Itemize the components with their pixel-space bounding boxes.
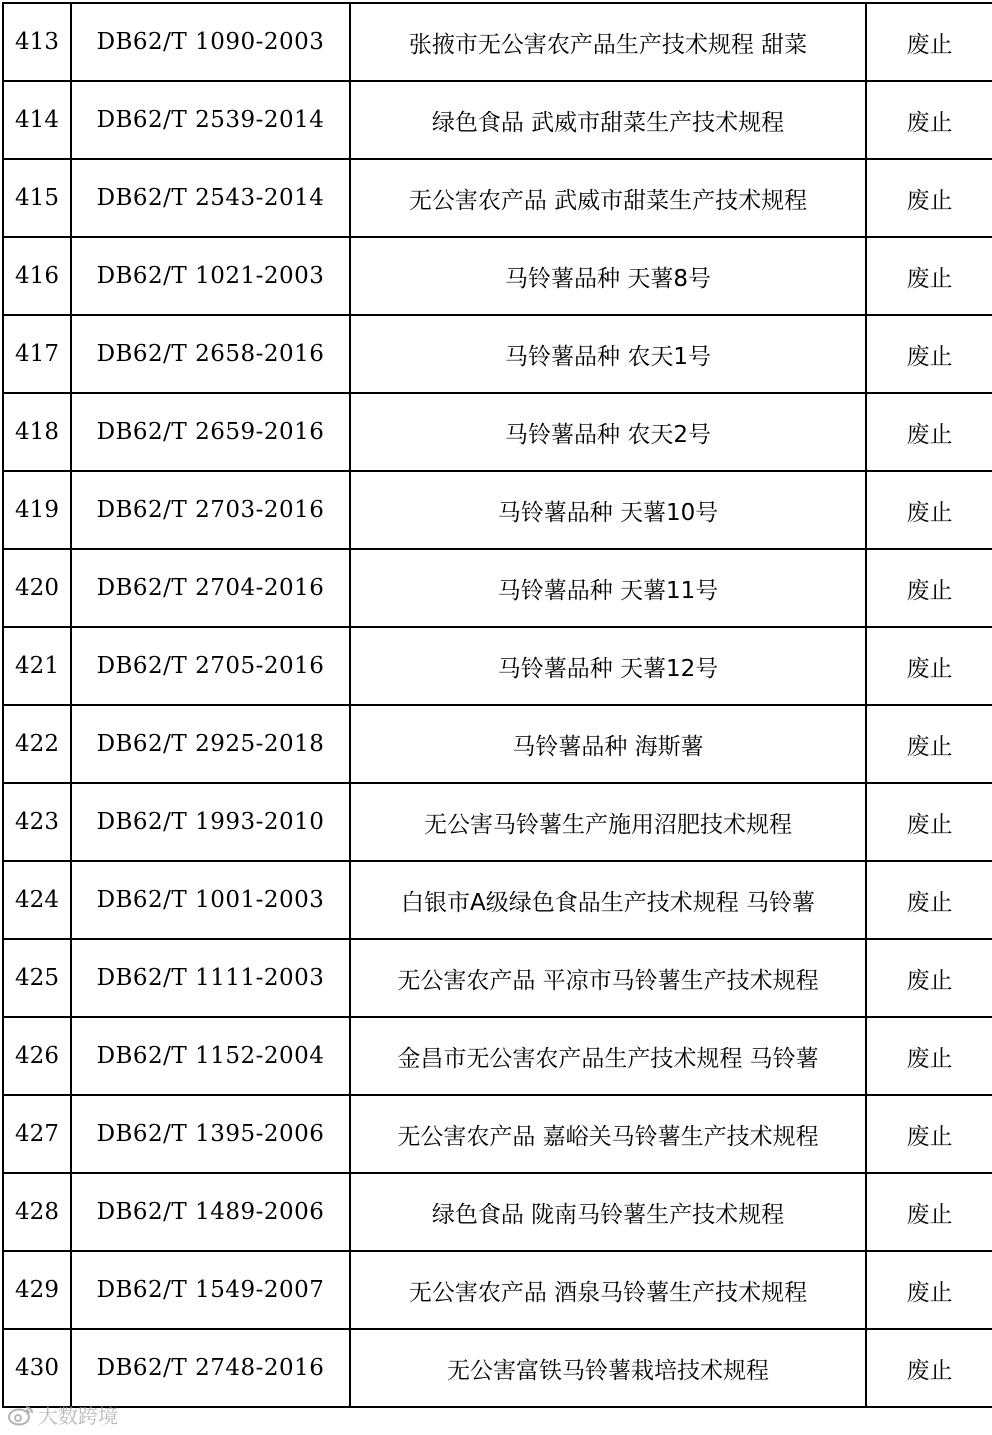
standard-code: DB62/T 1993-2010 [71, 783, 350, 861]
status-cell: 废止 [866, 471, 992, 549]
standard-title: 马铃薯品种 农天1号 [350, 315, 866, 393]
table-row [3, 1173, 992, 1251]
row-number: 421 [3, 627, 71, 705]
standard-code: DB62/T 2703-2016 [71, 471, 350, 549]
status-cell: 废止 [866, 1329, 992, 1407]
table-row [3, 471, 992, 549]
standard-title: 无公害马铃薯生产施用沼肥技术规程 [350, 783, 866, 861]
status-cell: 废止 [866, 861, 992, 939]
row-number: 413 [3, 3, 71, 81]
standard-title: 无公害农产品 武威市甜菜生产技术规程 [350, 159, 866, 237]
standard-title: 绿色食品 陇南马铃薯生产技术规程 [350, 1173, 866, 1251]
table-row [3, 861, 992, 939]
standard-code: DB62/T 1021-2003 [71, 237, 350, 315]
table-row [3, 81, 992, 159]
table-row [3, 159, 992, 237]
table-row [3, 939, 992, 1017]
row-number: 416 [3, 237, 71, 315]
row-number: 423 [3, 783, 71, 861]
standards-table [2, 2, 992, 1408]
watermark [8, 1400, 118, 1429]
standard-title: 马铃薯品种 天薯11号 [350, 549, 866, 627]
status-cell: 废止 [866, 939, 992, 1017]
status-cell: 废止 [866, 1095, 992, 1173]
watermark-text: 大数跨境 [38, 1404, 118, 1428]
standard-code: DB62/T 1489-2006 [71, 1173, 350, 1251]
standard-code: DB62/T 2539-2014 [71, 81, 350, 159]
standard-code: DB62/T 1152-2004 [71, 1017, 350, 1095]
row-number: 425 [3, 939, 71, 1017]
status-cell: 废止 [866, 237, 992, 315]
status-cell: 废止 [866, 3, 992, 81]
standard-title: 无公害农产品 酒泉马铃薯生产技术规程 [350, 1251, 866, 1329]
row-number: 422 [3, 705, 71, 783]
row-number: 424 [3, 861, 71, 939]
table-row [3, 783, 992, 861]
standard-code: DB62/T 1090-2003 [71, 3, 350, 81]
row-number: 415 [3, 159, 71, 237]
table-row [3, 393, 992, 471]
status-cell: 废止 [866, 81, 992, 159]
standard-code: DB62/T 2658-2016 [71, 315, 350, 393]
table-row [3, 549, 992, 627]
standard-title: 无公害农产品 平凉市马铃薯生产技术规程 [350, 939, 866, 1017]
table-row [3, 1251, 992, 1329]
standard-title: 白银市A级绿色食品生产技术规程 马铃薯 [350, 861, 866, 939]
standard-title: 马铃薯品种 农天2号 [350, 393, 866, 471]
status-cell: 废止 [866, 393, 992, 471]
standard-code: DB62/T 1001-2003 [71, 861, 350, 939]
row-number: 429 [3, 1251, 71, 1329]
standard-code: DB62/T 2748-2016 [71, 1329, 350, 1407]
table-row [3, 1329, 992, 1407]
status-cell: 废止 [866, 1017, 992, 1095]
status-cell: 废止 [866, 1251, 992, 1329]
standard-code: DB62/T 1549-2007 [71, 1251, 350, 1329]
standard-title: 张掖市无公害农产品生产技术规程 甜菜 [350, 3, 866, 81]
standard-code: DB62/T 2543-2014 [71, 159, 350, 237]
row-number: 419 [3, 471, 71, 549]
status-cell: 废止 [866, 1173, 992, 1251]
table-row [3, 705, 992, 783]
row-number: 414 [3, 81, 71, 159]
row-number: 418 [3, 393, 71, 471]
table-row [3, 627, 992, 705]
status-cell: 废止 [866, 705, 992, 783]
status-cell: 废止 [866, 315, 992, 393]
row-number: 417 [3, 315, 71, 393]
standard-title: 马铃薯品种 天薯8号 [350, 237, 866, 315]
table-body [3, 3, 992, 1407]
standard-code: DB62/T 2925-2018 [71, 705, 350, 783]
row-number: 427 [3, 1095, 71, 1173]
status-cell: 废止 [866, 549, 992, 627]
status-cell: 废止 [866, 159, 992, 237]
status-cell: 废止 [866, 627, 992, 705]
row-number: 426 [3, 1017, 71, 1095]
status-cell: 废止 [866, 783, 992, 861]
standard-code: DB62/T 2659-2016 [71, 393, 350, 471]
table-row [3, 3, 992, 81]
standard-code: DB62/T 1111-2003 [71, 939, 350, 1017]
standard-title: 马铃薯品种 海斯薯 [350, 705, 866, 783]
standard-code: DB62/T 1395-2006 [71, 1095, 350, 1173]
weibo-icon [8, 1404, 34, 1426]
row-number: 420 [3, 549, 71, 627]
standard-code: DB62/T 2704-2016 [71, 549, 350, 627]
row-number: 430 [3, 1329, 71, 1407]
standard-code: DB62/T 2705-2016 [71, 627, 350, 705]
table-row [3, 315, 992, 393]
table-row [3, 1017, 992, 1095]
table-row [3, 1095, 992, 1173]
standard-title: 马铃薯品种 天薯12号 [350, 627, 866, 705]
standard-title: 无公害富铁马铃薯栽培技术规程 [350, 1329, 866, 1407]
standard-title: 无公害农产品 嘉峪关马铃薯生产技术规程 [350, 1095, 866, 1173]
standard-title: 马铃薯品种 天薯10号 [350, 471, 866, 549]
row-number: 428 [3, 1173, 71, 1251]
table-row [3, 237, 992, 315]
standard-title: 金昌市无公害农产品生产技术规程 马铃薯 [350, 1017, 866, 1095]
standard-title: 绿色食品 武威市甜菜生产技术规程 [350, 81, 866, 159]
